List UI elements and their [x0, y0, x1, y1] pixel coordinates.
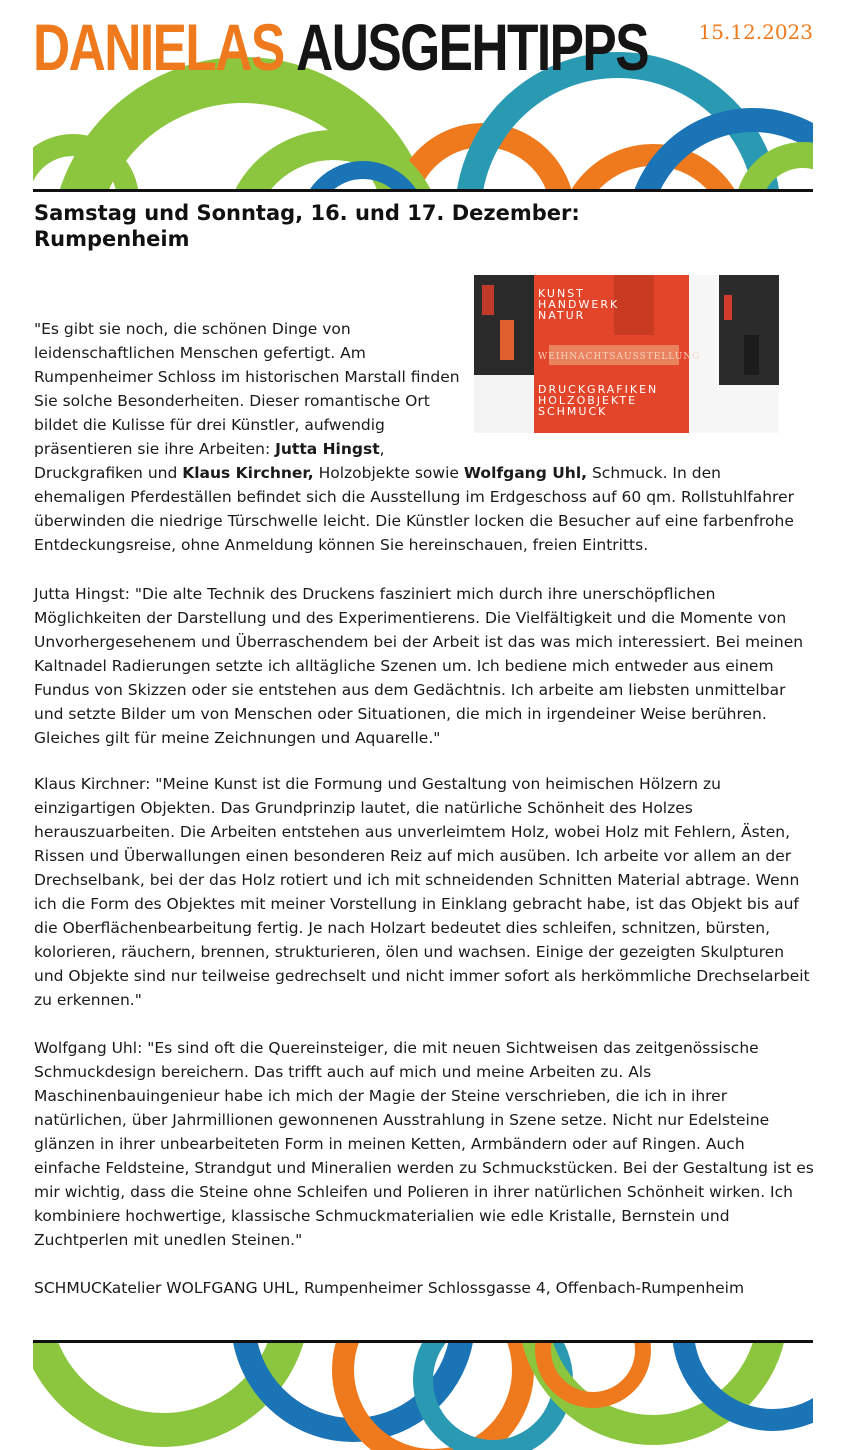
- title-line-1: Samstag und Sonntag, 16. und 17. Dezember:: [34, 201, 580, 225]
- intro-part3: Holzobjekte sowie: [313, 464, 464, 482]
- quote-hingst: Jutta Hingst: "Die alte Technik des Druckens fasziniert mich durch ihre unerschöpflichen Möglichkeiten der Darstellung und des Experimentierens. Die Vielfältigkeit und die Momente von Unvorhergesehenem und Überraschendem bei der Arbeit ist das was mich interessiert. Bei meinen Kaltnadel Radierungen setzte ich alltägliche Szenen um. Ich bediene mich entweder aus einem Fundus von Skizzen oder sie entstehen aus dem Gedächtnis. Ich arbeite am liebsten unmittelbar und setzte Bilder um von Menschen oder Situationen, die mich in irgendeiner Weise berühren. Gleiches gilt für meine Zeichnungen und Aquarelle.": [34, 585, 804, 747]
- footer-divider: [33, 1340, 813, 1343]
- issue-date: 15.12.2023: [698, 20, 813, 44]
- quote-kirchner: Klaus Kirchner: "Meine Kunst ist die Formung und Gestaltung von heimischen Hölzern zu einzigartigen Objekten. Das Grundprinzip lautet, die natürliche Schönheit des Holzes herauszuarbeiten. Die Arbeiten entstehen aus unverleimtem Holz, wobei Holz mit Fehlern, Ästen, Rissen und Überwallungen einen besonderen Reiz auf mich ausüben. Ich arbeite vor allem an der Drechselbank, bei der das Holz rotiert und ich mit schneidenden Schnitten Material abtrage. Wenn ich die Form des Objektes mit meiner Vorstellung in Einklang gebracht habe, ist das Objekt bis auf die Oberflächenbearbeitung fertig. Je nach Holzart bedeutet dies schleifen, schnitzen, bürsten, kolorieren, räuchern, brennen, strukturieren, ölen und wachsen. Einige der gezeigten Skulpturen und Objekte sind nur teilweise gedrechselt und nicht immer sofort als herkömmliche Drechselarbeit zu erkennen.": [34, 775, 810, 1009]
- article-title: [34, 200, 814, 252]
- poster-text-mid: WEIHNACHTSAUSSTELLUNG: [538, 352, 701, 362]
- brand-part2: AUSGEHTIPPS: [296, 10, 648, 84]
- artist-wolfgang-uhl: Wolfgang Uhl,: [463, 464, 588, 482]
- site-logo[interactable]: [33, 10, 648, 84]
- intro-paragraph: [34, 317, 814, 557]
- artist-jutta-hingst: Jutta Hingst: [275, 440, 380, 458]
- intro-part2: , Druckgrafiken und: [34, 440, 385, 482]
- poster-text-natur: NATUR: [538, 309, 586, 322]
- artist-klaus-kirchner: Klaus Kirchner,: [182, 464, 314, 482]
- poster-text-holz: HOLZOBJEKTE: [538, 394, 638, 407]
- quote-uhl: Wolfgang Uhl: "Es sind oft die Quereinsteiger, die mit neuen Sichtweisen das zeitgenössische Schmuckdesign bereichern. Das trifft auch auf mich und meine Arbeiten zu. Als Maschinenbauingenieur habe ich mich der Magie der Steine verschrieben, die ich in ihrer natürlichen, über Jahrmillionen gewonnenen Ausstrahlung in Szene setze. Nicht nur Edelsteine glänzen in ihrer unbearbeiteten Form in meinen Ketten, Armbändern oder auf Ringen. Auch einfache Feldsteine, Strandgut und Mineralien werden zu Schmuckstücken. Bei der Gestaltung ist es mir wichtig, dass die Steine ohne Schleifen und Polieren in ihrer natürlichen Schönheit wirken. Ich kombiniere hochwertige, klassische Schmuckmaterialien wie edle Kristalle, Bernstein und Zuchtperlen mit unedlen Steinen.": [34, 1039, 814, 1249]
- poster-text-kunst: KUNST: [538, 287, 585, 300]
- image-float-spacer: [474, 317, 814, 457]
- intro-part1: "Es gibt sie noch, die schönen Dinge von leidenschaftlichen Menschen gefertigt. Am Rumpenheimer Schloss im historischen Marstall finden Sie solche Besonderheiten. Dieser romantische Ort bildet die Kulisse für drei Künstler, aufwendig präsentieren sie ihre Arbeiten:: [34, 320, 460, 458]
- brand-part1: DANIELAS: [33, 10, 284, 84]
- poster-text-druck: DRUCKGRAFIKEN: [538, 383, 659, 396]
- footer-decorative-arcs: [33, 1340, 813, 1450]
- article: [34, 200, 814, 1297]
- header-divider: [33, 189, 813, 192]
- header-banner: [33, 0, 813, 192]
- title-line-2: Rumpenheim: [34, 227, 190, 251]
- footer-banner: [33, 1340, 813, 1450]
- poster-text-schmuck: SCHMUCK: [538, 405, 608, 418]
- poster-text-handwerk: HANDWERK: [538, 298, 620, 311]
- atelier-address: SCHMUCKatelier WOLFGANG UHL, Rumpenheimer Schlossgasse 4, Offenbach-Rumpenheim: [34, 1279, 745, 1297]
- intro-part4: Schmuck. In den ehemaligen Pferdeställen befindet sich die Ausstellung im Erdgeschoss auf 60 qm. Rollstuhlfahrer überwinden die niedrige Türschwelle leicht. Die Künstler locken die Besucher auf eine farbenfrohe Entdeckungsreise, ohne Anmeldung können Sie hereinschauen, freien Eintritts.: [34, 464, 794, 554]
